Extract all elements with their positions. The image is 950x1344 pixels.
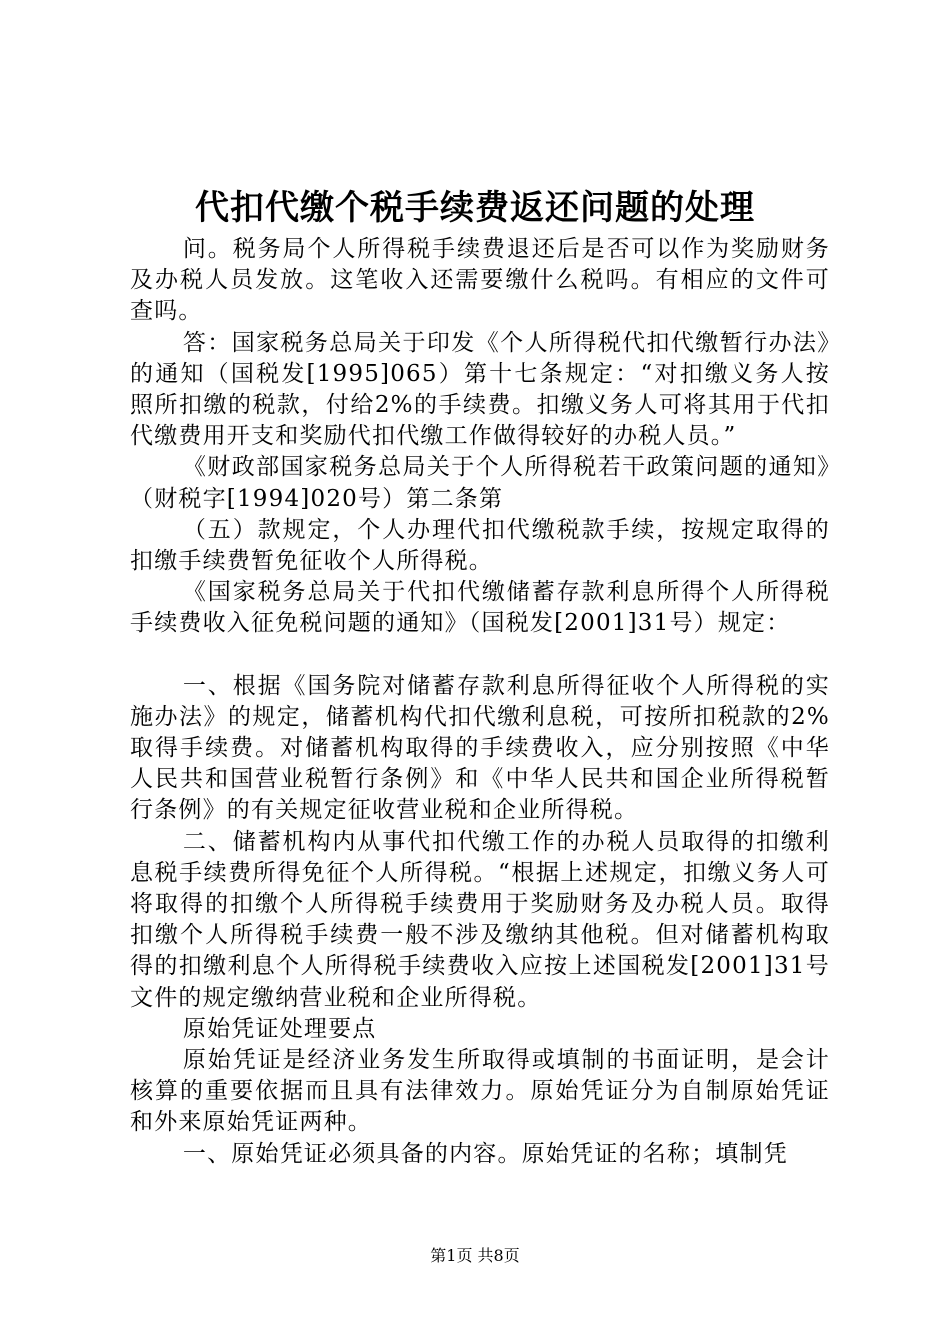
paragraph-voucher-intro: 原始凭证是经济业务发生所取得或填制的书面证明，是会计核算的重要依据而且具有法律效力。原始凭证分为自制原始凭证和外来原始凭证两种。 <box>130 1047 830 1136</box>
paragraph-voucher-contents: 一、原始凭证必须具备的内容。原始凭证的名称；填制凭 <box>182 1140 788 1167</box>
page-footer: 第1页 共8页 <box>430 1246 520 1265</box>
section-heading: 原始凭证处理要点 <box>182 1015 377 1042</box>
paragraph-clause-five: （五）款规定，个人办理代扣代缴税款手续，按规定取得的扣缴手续费暂免征收个人所得税。 <box>130 516 830 575</box>
paragraph-answer: 答：国家税务总局关于印发《个人所得税代扣代缴暂行办法》的通知（国税发[1995]065）第十七条规定：“对扣缴义务人按照所扣缴的税款，付给2%的手续费。扣缴义务人可将其用于代扣代缴费用开支和奖励代扣代缴工作做得较好的办税人员。” <box>130 329 830 450</box>
paragraph-notice-1994: 《财政部国家税务总局关于个人所得税若干政策问题的通知》（财税字[1994]020号）第二条第 <box>130 454 830 512</box>
paragraph-blank <box>130 640 830 671</box>
paragraph-question: 问。税务局个人所得税手续费退还后是否可以作为奖励财务及办税人员发放。这笔收入还需要缴什么税吗。有相应的文件可查吗。 <box>130 236 830 325</box>
document-title: 代扣代缴个税手续费返还问题的处理 <box>195 188 755 228</box>
document-body <box>130 234 830 1170</box>
paragraph-item-two: 二、储蓄机构内从事代扣代缴工作的办税人员取得的扣缴利息税手续费所得免征个人所得税。“根据上述规定，扣缴义务人可将取得的扣缴个人所得税手续费用于奖励财务及办税人员。取得扣缴个人所得税手续费一般不涉及缴纳其他税。但对储蓄机构取得的扣缴利息个人所得税手续费收入应按上述国税发[2001]31号文件的规定缴纳营业税和企业所得税。 <box>130 828 830 1011</box>
paragraph-item-one: 一、根据《国务院对储蓄存款利息所得征收个人所得税的实施办法》的规定，储蓄机构代扣代缴利息税，可按所扣税款的2%取得手续费。对储蓄机构取得的手续费收入，应分别按照《中华人民共和国营业税暂行条例》和《中华人民共和国企业所得税暂行条例》的有关规定征收营业税和企业所得税。 <box>130 672 830 824</box>
paragraph-notice-2001: 《国家税务总局关于代扣代缴储蓄存款利息所得个人所得税手续费收入征免税问题的通知》（国税发[2001]31号）规定： <box>130 579 830 637</box>
